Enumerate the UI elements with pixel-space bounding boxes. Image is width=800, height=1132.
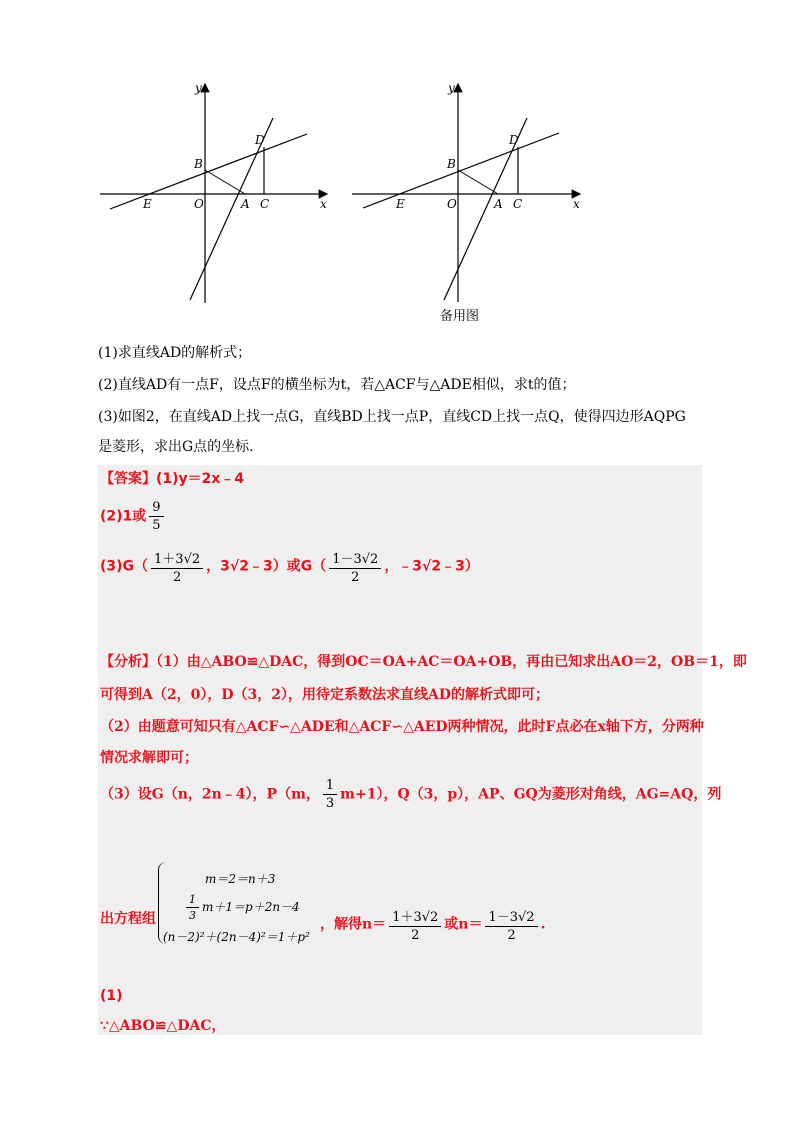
label-D: D [509, 133, 519, 147]
line-ED [363, 133, 559, 208]
fraction-9-5 [149, 500, 163, 533]
answer-3-prefix: (3)G（ [100, 558, 149, 575]
fraction-numerator: 1－3√2 [329, 548, 381, 569]
question-3-line-1: (3)如图2，在直线AD上找一点G，直线BD上找一点P，直线CD上找一点Q，使得四边形AQPG [98, 409, 686, 425]
fraction-numerator: 1 [186, 893, 199, 908]
figure-2 [0, 0, 800, 330]
solution-part-1-heading: (1) [100, 988, 123, 1004]
analysis-6-mid: ，解得n＝ [320, 916, 387, 933]
label-C: C [260, 197, 270, 211]
label-B: B [447, 157, 456, 171]
label-x: x [320, 197, 327, 211]
answer-part-2 [100, 500, 167, 533]
label-C: C [513, 197, 523, 211]
fraction-numerator: 1－3√2 [485, 906, 537, 927]
fraction-one-third [323, 778, 337, 811]
fraction-g-1 [151, 548, 203, 585]
analysis-6-or: 或n＝ [444, 916, 483, 933]
fraction-denominator: 3 [325, 796, 335, 811]
answer-part-3 [100, 548, 479, 585]
analysis-line-2: 可得到A（2，0），D（3，2），用待定系数法求直线AD的解析式即可； [100, 687, 549, 703]
fraction-one-third-eq [186, 893, 199, 922]
label-E: E [396, 197, 405, 211]
equation-2 [183, 893, 300, 922]
fraction-denominator: 2 [351, 570, 360, 585]
question-1: (1)求直线AD的解析式； [98, 345, 252, 361]
fraction-denominator: 2 [411, 928, 420, 943]
equation-1: m＝2＝n＋3 [205, 872, 276, 886]
segment-BA [458, 170, 498, 194]
answer-3-middle: ，3√2﹣3）或G（ [206, 558, 327, 575]
label-D: D [255, 133, 265, 147]
label-y: y [195, 81, 202, 95]
analysis-line-1: 【分析】（1）由△ABO≌△DAC，得到OC＝OA+AC＝OA+OB，再由已知求出AO＝2，OB＝1，即 [100, 654, 747, 670]
coordinate-diagram-2 [0, 0, 800, 330]
fraction-numerator: 1＋3√2 [151, 548, 203, 569]
label-O: O [447, 197, 457, 211]
label-x: x [573, 197, 580, 211]
analysis-5-prefix: （3）设G（n，2n﹣4），P（m， [100, 786, 320, 803]
label-B: B [194, 157, 203, 171]
label-y: y [448, 81, 455, 95]
fraction-numerator: 9 [149, 500, 163, 517]
answer-2-prefix: (2)1或 [100, 508, 147, 525]
equation-3: (n－2)²＋(2n－4)²＝1＋p² [163, 930, 310, 944]
fraction-n-2 [485, 906, 537, 943]
answer-3-end: ，﹣3√2﹣3） [384, 558, 479, 575]
analysis-line-5 [100, 778, 721, 811]
analysis-line-6 [320, 906, 545, 943]
solution-line-1: ∵△ABO≌△DAC， [100, 1018, 226, 1034]
fraction-denominator: 3 [189, 909, 196, 922]
label-E: E [143, 197, 152, 211]
analysis-line-6-prefix: 出方程组 [100, 911, 156, 927]
label-A: A [494, 197, 503, 211]
fraction-denominator: 2 [172, 570, 182, 585]
fraction-g-2 [329, 548, 381, 585]
label-O: O [194, 197, 204, 211]
question-3-line-2: 是菱形，求出G点的坐标. [98, 439, 254, 455]
analysis-6-end: . [540, 916, 546, 933]
figure-caption: 备用图 [440, 309, 480, 324]
fraction-n-1 [389, 906, 441, 943]
answer-part-1: 【答案】(1)y＝2x﹣4 [100, 471, 245, 487]
analysis-line-3: （2）由题意可知只有△ACF∽△ADE和△ACF∽△AED两种情况，此时F点必在x轴下方，分两种 [100, 719, 704, 735]
analysis-5-post: m+1），Q（3，p），AP、GQ为菱形对角线，AG=AQ，列 [340, 786, 722, 803]
fraction-numerator: 1 [323, 778, 337, 795]
fraction-numerator: 1＋3√2 [389, 906, 441, 927]
equation-2-rest: m＋1＝p＋2n－4 [202, 900, 300, 914]
analysis-line-4: 情况求解即可； [100, 750, 198, 766]
question-2: (2)直线AD有一点F，设点F的横坐标为t，若△ACF与△ADE相似，求t的值； [98, 377, 576, 393]
label-A: A [241, 197, 250, 211]
fraction-denominator: 2 [507, 928, 516, 943]
fraction-denominator: 5 [152, 518, 161, 533]
